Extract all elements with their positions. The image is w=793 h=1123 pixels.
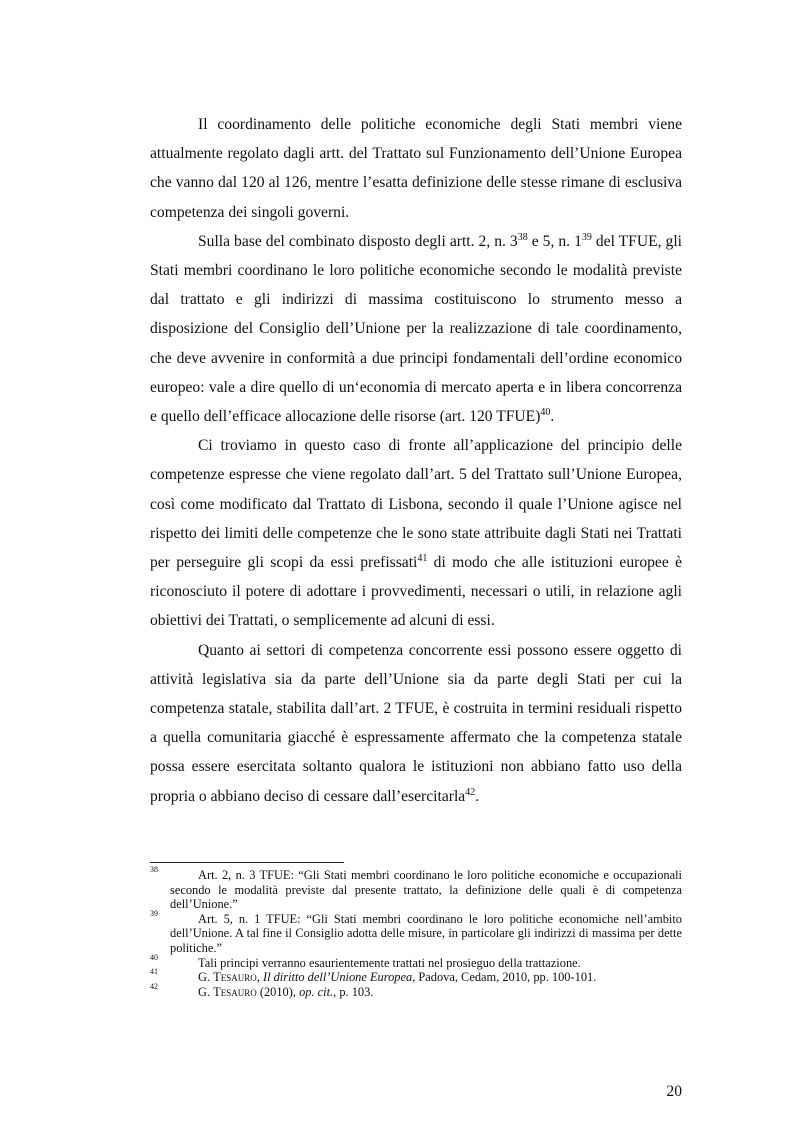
footnote-number: 42 <box>150 981 158 991</box>
footnote-ref-42[interactable]: 42 <box>465 786 476 798</box>
footnote-text: Art. 2, n. 3 TFUE: “Gli Stati membri coordinano le loro politiche economiche e occupazionali secondo le modalità previste dal presente trattato, la definizione delle quali è di competenza dell’Unione.” <box>170 868 682 912</box>
footnote-number: 38 <box>150 865 158 874</box>
paragraph-4-text: Quanto ai settori di competenza concorrente essi possono essere oggetto di attività legislativa sia da parte dell’Unione sia da parte degli Stati per cui la competenza statale, stabilita dall’art. 2 TFUE, è costruita in termini residuali rispetto a quella comunitaria giacché è espressamente affermato che la competenza statale possa essere esercitata soltanto qualora le istituzioni non abbiano fatto uso della propria o abbiano deciso di cessare dall’esercitarla <box>150 641 682 805</box>
citation-details: , p. 103. <box>333 984 374 999</box>
separator: , <box>256 970 263 985</box>
paragraph-4-text: . <box>475 787 480 805</box>
footnote-40 <box>150 952 682 971</box>
paragraph-4 <box>150 636 682 811</box>
citation-details: , Padova, Cedam, 2010, pp. 100-101. <box>412 970 597 985</box>
footnote-separator <box>150 862 344 863</box>
footnote-39 <box>150 908 682 956</box>
paragraph-2-text: del TFUE, gli Stati membri coordinano le loro politiche economiche secondo le modalità previste dal trattato e gli indirizzi di massima costituiscono lo strumento messo a disposizione del Consiglio dell’Unione per la realizzazione di tale coordinamento, che deve avvenire in conformità a due principi fondamentali dell’ordine economico europeo: vale a dire quello di un‘economia di mercato aperta e in libera concorrenza e quello dell’efficace allocazione delle risorse (art. 120 TFUE) <box>150 232 683 426</box>
paragraph-1-text: Il coordinamento delle politiche economiche degli Stati membri viene attualmente regolato dagli artt. del Trattato sul Funzionamento dell’Unione Europea che vanno dal 120 al 126, mentre l’esatta definizione delle stesse rimane di esclusiva competenza dei singoli governi. <box>150 116 682 221</box>
author-name: Tesauro <box>213 984 257 999</box>
footnote-ref-41[interactable]: 41 <box>417 553 428 565</box>
footnote-text: Art. 5, n. 1 TFUE: “Gli Stati membri coordinano le loro politiche economiche nell’ambito dell’Unione. A tal fine il Consiglio adotta delle misure, in particolare gli indirizzi di massima per dette politiche.” <box>170 911 682 955</box>
footnote-ref-39[interactable]: 39 <box>581 231 592 243</box>
citation-year: (2010), <box>256 984 300 999</box>
paragraph-2-text: e 5, n. 1 <box>527 232 582 250</box>
op-cit: op. cit. <box>299 984 334 999</box>
paragraph-1 <box>150 110 682 227</box>
paragraph-3-text: di modo che alle istituzioni europee è riconosciuto il potere di adottare i provvedimenti, necessari o utili, in relazione agli obiettivi dei Trattati, o semplicemente ad alcuni di essi. <box>150 554 682 630</box>
paragraph-3-text: Ci troviamo in questo caso di fronte all’applicazione del principio delle competenze espresse che viene regolato dall’art. 5 del Trattato sull’Unione Europea, così come modificato dal Trattato di Lisbona, secondo il quale l’Unione agisce nel rispetto dei limiti delle competenze che le sono state attribuite dagli Stati nei Trattati per perseguire gli scopi da essi prefissati <box>150 437 682 572</box>
author-initial: G. <box>198 970 214 985</box>
footnote-ref-40[interactable]: 40 <box>540 407 551 419</box>
footnote-number: 41 <box>150 967 158 977</box>
author-name: Tesauro <box>213 970 257 985</box>
footnote-42 <box>150 981 682 1000</box>
footnote-text <box>170 970 682 985</box>
footnotes <box>150 865 682 999</box>
main-text <box>150 110 682 811</box>
footnote-text <box>170 985 682 1000</box>
paragraph-2 <box>150 227 682 431</box>
footnote-38 <box>150 865 682 912</box>
footnote-number: 39 <box>150 908 158 918</box>
footnote-ref-38[interactable]: 38 <box>517 231 528 243</box>
author-initial: G. <box>198 984 214 999</box>
paragraph-2-text: Sulla base del combinato disposto degli artt. 2, n. 3 <box>198 232 518 250</box>
paragraph-2-text: . <box>550 408 555 426</box>
book-title: Il diritto dell’Unione Europea <box>262 970 413 985</box>
paragraph-3 <box>150 431 682 635</box>
footnote-41 <box>150 967 682 985</box>
footnote-text: Tali principi verranno esaurientemente trattati nel prosieguo della trattazione. <box>198 955 581 970</box>
page-number: 20 <box>666 1083 682 1100</box>
footnote-number: 40 <box>150 952 158 962</box>
